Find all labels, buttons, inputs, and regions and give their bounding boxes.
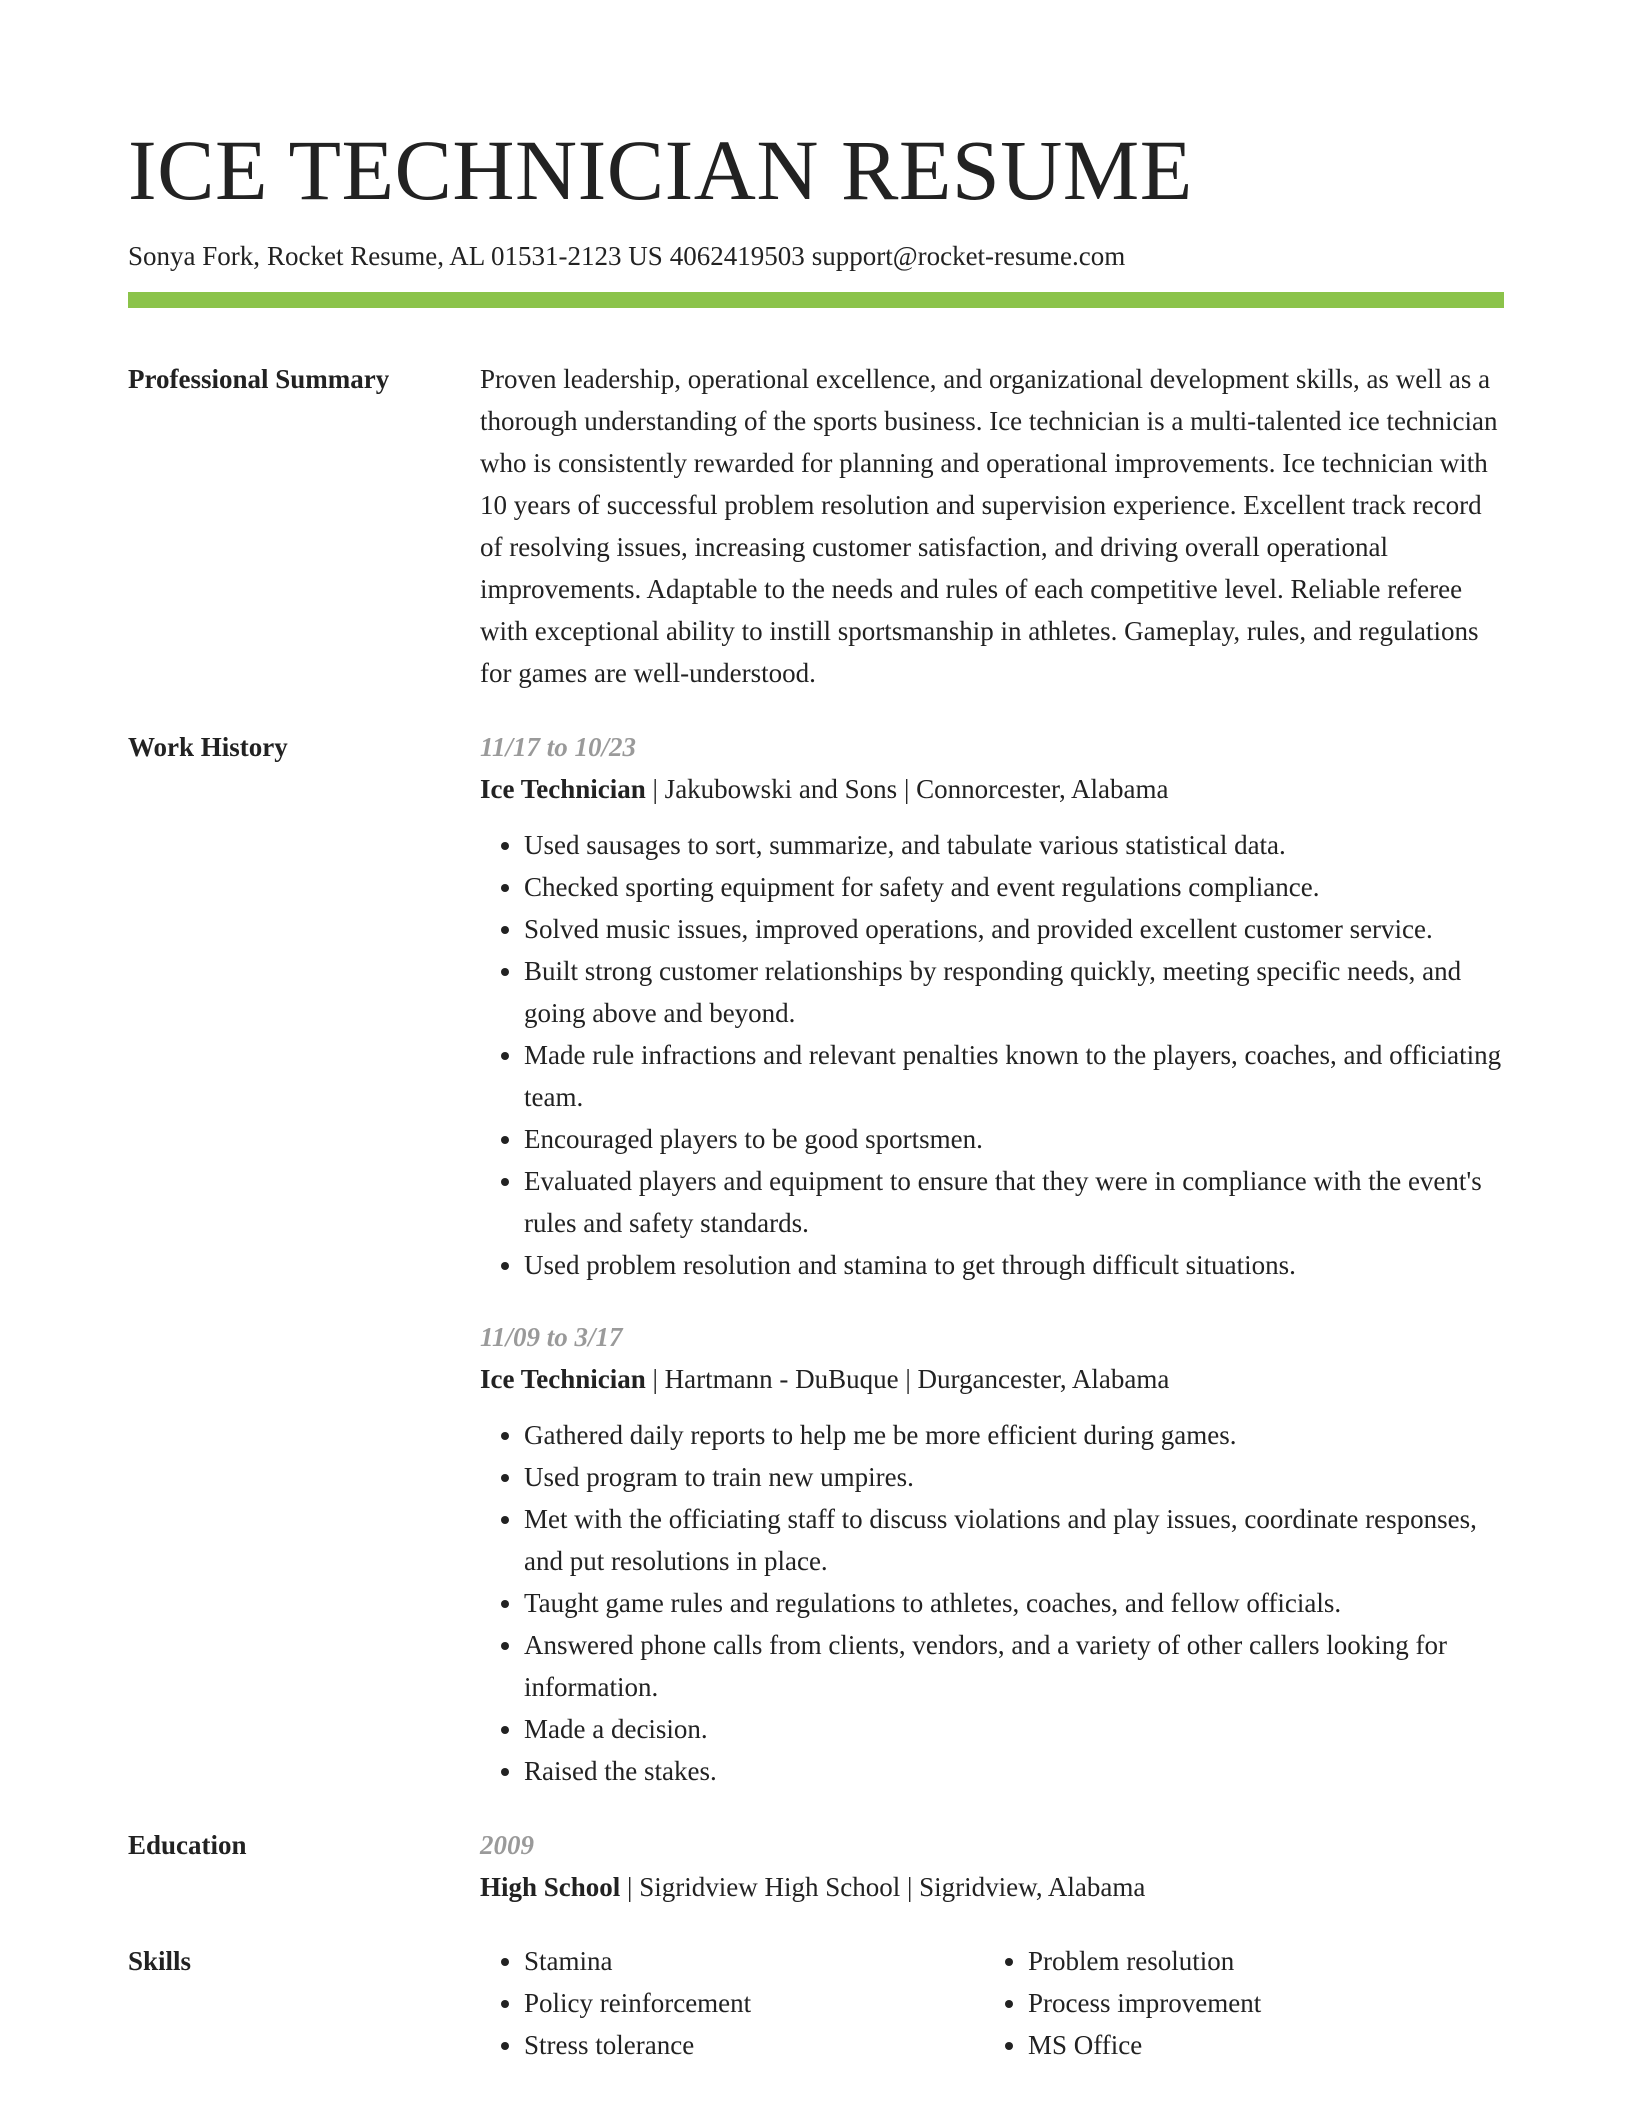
job-bullet: • Built strong customer relationships by responding quickly, meeting specific needs, and going above and beyond.	[524, 950, 1504, 1034]
job-bullet: • Met with the officiating staff to discuss violations and play issues, coordinate responses, and put resolutions in place.	[524, 1498, 1504, 1582]
skill-item: • Stamina	[524, 1940, 984, 1982]
job-dates: 11/09 to 3/17	[480, 1322, 623, 1352]
education-section	[128, 1824, 1504, 1908]
skills-columns	[480, 1940, 1504, 2066]
job-details: | Jakubowski and Sons | Connorcester, Alabama	[645, 774, 1169, 804]
contact-email: support@rocket-resume.com	[811, 241, 1126, 271]
job-bullet: • Encouraged players to be good sportsmen.	[524, 1118, 1504, 1160]
job-bullet: • Checked sporting equipment for safety and event regulations compliance.	[524, 866, 1504, 908]
job-dates: 11/17 to 10/23	[480, 732, 637, 762]
education-details: | Sigridview High School | Sigridview, Alabama	[620, 1872, 1146, 1902]
header-divider	[128, 292, 1504, 308]
contact-name: Sonya Fork,	[128, 241, 261, 271]
education-year: 2009	[480, 1830, 534, 1860]
contact-line	[128, 236, 1504, 276]
skills-label: Skills	[128, 1946, 192, 1976]
skill-item: • Policy reinforcement	[524, 1982, 984, 2024]
work-history-section	[128, 726, 1504, 1792]
skills-list-right	[984, 1940, 1488, 2066]
skills-list-left	[480, 1940, 984, 2066]
job-bullet: • Raised the stakes.	[524, 1750, 1504, 1792]
job-bullet: • Taught game rules and regulations to athletes, coaches, and fellow officials.	[524, 1582, 1504, 1624]
summary-label: Professional Summary	[128, 364, 390, 394]
job-bullets	[480, 824, 1504, 1286]
summary-section	[128, 358, 1504, 694]
resume-title: ICE TECHNICIAN RESUME	[128, 122, 1193, 218]
job-entry	[480, 726, 1504, 1286]
summary-text: Proven leadership, operational excellence, and organizational development skills, as well as a thorough understanding of the sports business. Ice technician is a multi-talented ice technician who is consistently rewarded for planning and operational improvements. Ice technician with 10 years of successful problem resolution and supervision experience. Excellent track record of resolving issues, increasing customer satisfaction, and driving overall operational improvements. Adaptable to the needs and rules of each competitive level. Reliable referee with exceptional ability to instill sportsmanship in athletes. Gameplay, rules, and regulations for games are well-understood.	[480, 364, 1498, 688]
contact-address: Rocket Resume, AL 01531-2123 US	[267, 241, 663, 271]
education-heading	[480, 1866, 1504, 1908]
job-bullet: • Gathered daily reports to help me be more efficient during games.	[524, 1414, 1504, 1456]
job-bullet: • Used sausages to sort, summarize, and tabulate various statistical data.	[524, 824, 1504, 866]
skill-item: • MS Office	[1028, 2024, 1488, 2066]
job-bullet: • Used program to train new umpires.	[524, 1456, 1504, 1498]
contact-phone: 4062419503	[669, 241, 805, 271]
skill-item: • Stress tolerance	[524, 2024, 984, 2066]
skills-body	[480, 1940, 1504, 2066]
skill-item: • Problem resolution	[1028, 1940, 1488, 1982]
skills-section	[128, 1940, 1504, 2066]
education-label: Education	[128, 1830, 247, 1860]
job-details: | Hartmann - DuBuque | Durgancester, Alabama	[645, 1364, 1170, 1394]
job-bullet: • Made a decision.	[524, 1708, 1504, 1750]
job-bullet: • Answered phone calls from clients, vendors, and a variety of other callers looking for information.	[524, 1624, 1504, 1708]
work-history-body	[480, 726, 1504, 1792]
job-bullet: • Used problem resolution and stamina to get through difficult situations.	[524, 1244, 1504, 1286]
education-degree: High School	[480, 1872, 621, 1902]
work-history-label: Work History	[128, 732, 288, 762]
education-body	[480, 1824, 1504, 1908]
skill-item: • Process improvement	[1028, 1982, 1488, 2024]
job-heading	[480, 768, 1504, 810]
job-title: Ice Technician	[480, 1364, 646, 1394]
job-heading	[480, 1358, 1504, 1400]
job-title: Ice Technician	[480, 774, 646, 804]
job-bullet: • Evaluated players and equipment to ensure that they were in compliance with the event's rules and safety standards.	[524, 1160, 1504, 1244]
job-bullet: • Made rule infractions and relevant penalties known to the players, coaches, and officiating team.	[524, 1034, 1504, 1118]
job-bullet: • Solved music issues, improved operations, and provided excellent customer service.	[524, 908, 1504, 950]
job-entry	[480, 1316, 1504, 1792]
job-bullets	[480, 1414, 1504, 1792]
